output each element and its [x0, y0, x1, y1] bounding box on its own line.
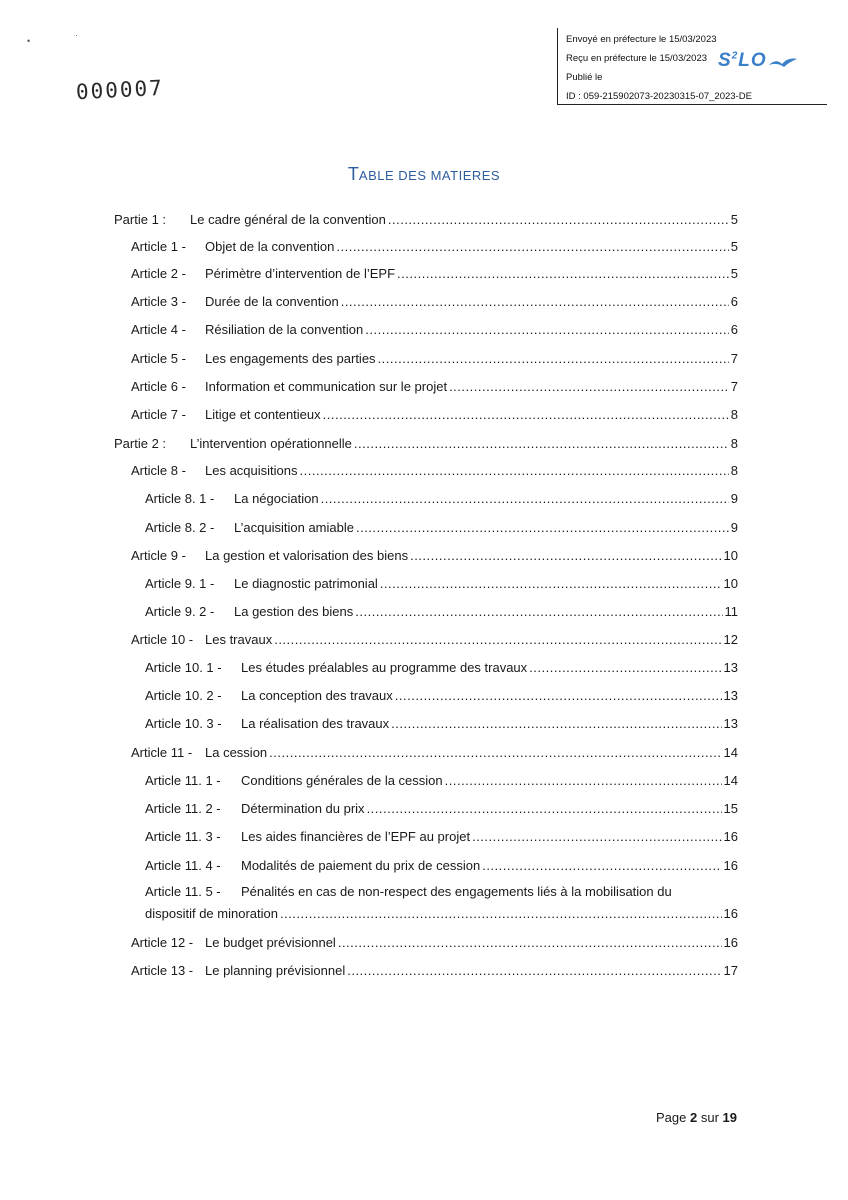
toc-entry-title-continued: dispositif de minoration — [145, 906, 278, 921]
toc-entry-title: Information et communication sur le projet — [205, 379, 448, 394]
toc-entry — [145, 491, 738, 506]
toc-entry-page: 17 — [723, 963, 738, 978]
toc-entry-number: Article 13 - — [131, 963, 194, 978]
toc-leader-dots — [323, 407, 729, 422]
toc-entry-title: Les acquisitions — [205, 463, 298, 478]
toc-entry-title: Le cadre général de la convention — [190, 212, 386, 227]
faint-stamp-mark — [512, 94, 652, 136]
toc-entry-title: Les aides financières de l’EPF au projet — [241, 829, 471, 844]
toc-leader-dots — [347, 963, 721, 978]
toc-leader-dots — [395, 688, 722, 703]
toc-leader-dots — [355, 604, 722, 619]
toc-entry — [145, 829, 738, 844]
toc-leader-dots — [388, 212, 729, 227]
toc-entry — [145, 801, 738, 816]
toc-entry-page: 16 — [723, 906, 738, 921]
toc-entry-page: 13 — [723, 716, 738, 731]
toc-entry — [131, 463, 738, 478]
toc-title-initial: T — [347, 164, 359, 184]
toc-entry-page: 8 — [730, 463, 738, 478]
toc-entry — [131, 266, 738, 281]
toc-entry-page: 11 — [724, 604, 738, 619]
toc-entry-title: Les engagements des parties — [205, 351, 376, 366]
toc-entry-title: La gestion et valorisation des biens — [205, 548, 409, 563]
toc-entry — [131, 239, 738, 254]
toc-entry — [114, 436, 738, 451]
toc-entry-page: 5 — [730, 212, 738, 227]
toc-entry — [145, 884, 738, 921]
toc-leader-dots — [529, 660, 721, 675]
toc-entry-page: 8 — [730, 436, 738, 451]
toc-entry-title: La cession — [205, 745, 268, 760]
toc-entry — [131, 407, 738, 422]
toc-leader-dots — [356, 520, 729, 535]
toc-leader-dots — [269, 745, 721, 760]
toc-entry-page: 6 — [730, 294, 738, 309]
toc-entry-number: Article 6 - — [131, 379, 186, 394]
toc-entry-title: Le diagnostic patrimonial — [234, 576, 378, 591]
toc-entry — [145, 604, 738, 619]
toc-entry — [131, 745, 738, 760]
toc-entry-title: Périmètre d’intervention de l’EPF — [205, 266, 396, 281]
toc-leader-dots — [391, 716, 721, 731]
toc-title — [0, 164, 848, 185]
toc-entry-page: 9 — [730, 520, 738, 535]
toc-entry-title: Litige et contentieux — [205, 407, 321, 422]
toc-entry — [114, 212, 738, 227]
toc-leader-dots — [378, 351, 729, 366]
toc-entry-number: Article 11 - — [131, 745, 193, 760]
toc-entry-number: Article 9. 2 - — [145, 604, 215, 619]
toc-entry-number: Article 10 - — [131, 632, 194, 647]
toc-entry-number: Article 7 - — [131, 407, 186, 422]
toc-entry-page: 16 — [723, 858, 738, 873]
toc-entry-number: Partie 2 : — [114, 436, 167, 451]
toc-entry-page: 16 — [723, 829, 738, 844]
toc-entry-page: 5 — [730, 239, 738, 254]
toc-entry-number: Article 5 - — [131, 351, 186, 366]
toc-entry — [131, 294, 738, 309]
toc-entry — [131, 935, 738, 950]
toc-entry-number: Article 4 - — [131, 322, 186, 337]
toc-entry-title: La conception des travaux — [241, 688, 393, 703]
toc-entry-page: 13 — [723, 688, 738, 703]
toc-leader-dots — [445, 773, 722, 788]
toc-entry-title: Détermination du prix — [241, 801, 365, 816]
toc-entry-page: 13 — [723, 660, 738, 675]
toc-entry — [145, 576, 738, 591]
toc-leader-dots — [280, 906, 722, 921]
toc-entry-title: Objet de la convention — [205, 239, 335, 254]
toc-entry-page: 10 — [723, 576, 738, 591]
toc-entry-number: Partie 1 : — [114, 212, 167, 227]
scan-speck: • — [27, 36, 31, 46]
s2lo-logo: $S^2LO$ — [718, 50, 767, 72]
toc-entry-page: 14 — [723, 745, 738, 760]
toc-entry — [131, 322, 738, 337]
toc-leader-dots — [365, 322, 728, 337]
toc-entry-title: L’acquisition amiable — [234, 520, 354, 535]
toc-entry-number: Article 11. 1 - — [145, 773, 221, 788]
toc-entry-number: Article 10. 3 - — [145, 716, 222, 731]
toc-entry-title: Le budget prévisionnel — [205, 935, 336, 950]
toc-leader-dots — [274, 632, 721, 647]
toc-entry-title: Conditions générales de la cession — [241, 773, 443, 788]
toc-entry-number: Article 8 - — [131, 463, 186, 478]
toc-leader-dots — [482, 858, 721, 873]
toc-entry — [145, 716, 738, 731]
toc-entry-number: Article 9 - — [131, 548, 186, 563]
toc-entry-title: Résiliation de la convention — [205, 322, 364, 337]
toc-entry-title: Le planning prévisionnel — [205, 963, 346, 978]
toc-leader-dots — [336, 239, 728, 254]
toc-entry-title: La négociation — [234, 491, 319, 506]
toc-entry — [131, 379, 738, 394]
toc-entry-number: Article 10. 2 - — [145, 688, 222, 703]
toc-entry — [145, 858, 738, 873]
toc-entry-title: La réalisation des travaux — [241, 716, 390, 731]
bird-logo-icon — [768, 56, 798, 70]
toc-entry — [131, 632, 738, 647]
toc-leader-dots — [300, 463, 729, 478]
toc-entry-page: 6 — [730, 322, 738, 337]
footer-total-pages: 19 — [722, 1110, 737, 1125]
toc-leader-dots — [338, 935, 722, 950]
footer-page-number: 2 — [689, 1110, 698, 1125]
toc-entry-number: Article 8. 2 - — [145, 520, 215, 535]
toc-leader-dots — [449, 379, 729, 394]
footer-prefix: Page — [655, 1110, 687, 1125]
toc-entry-number: Article 11. 2 - — [145, 801, 221, 816]
toc-entry-page: 7 — [730, 379, 738, 394]
toc-entry-title: Les travaux — [205, 632, 273, 647]
toc-entry-page: 14 — [723, 773, 738, 788]
toc-entry-number: Article 11. 5 - — [145, 884, 221, 899]
toc-entry — [145, 520, 738, 535]
toc-entry — [145, 688, 738, 703]
toc-entry-number: Article 11. 4 - — [145, 858, 221, 873]
toc-entry-title: L’intervention opérationnelle — [190, 436, 352, 451]
toc-entry-number: Article 9. 1 - — [145, 576, 215, 591]
page-footer — [656, 1110, 737, 1125]
toc-entry-number: Article 3 - — [131, 294, 186, 309]
toc-entry — [131, 351, 738, 366]
toc-entry — [131, 548, 738, 563]
toc-leader-dots — [397, 266, 729, 281]
toc-entry-title: Modalités de paiement du prix de cession — [241, 858, 481, 873]
toc-entry-page: 15 — [723, 801, 738, 816]
stamp-id: ID : 059-215902073-20230315-07_2023-DE — [566, 91, 752, 102]
stamp-sent: Envoyé en préfecture le 15/03/2023 — [566, 34, 717, 45]
toc-title-rest: ABLE DES MATIERES — [358, 168, 501, 183]
toc-entry-title: La gestion des biens — [234, 604, 354, 619]
toc-entry-number: Article 1 - — [131, 239, 186, 254]
toc-leader-dots — [472, 829, 721, 844]
toc-entry-number: Article 12 - — [131, 935, 194, 950]
toc-entry-page: 9 — [730, 491, 738, 506]
toc-entry-page: 8 — [730, 407, 738, 422]
toc-entry-title: Pénalités en cas de non-respect des engagements liés à la mobilisation du — [241, 884, 672, 899]
scan-speck: · — [75, 30, 78, 40]
toc-entry — [131, 963, 738, 978]
toc-entry — [145, 660, 738, 675]
toc-entry-page: 7 — [730, 351, 738, 366]
footer-sep: sur — [700, 1110, 719, 1125]
toc-entry-page: 12 — [723, 632, 738, 647]
stamp-received: Reçu en préfecture le 15/03/2023 — [566, 53, 708, 64]
toc-entry-title: Les études préalables au programme des travaux — [241, 660, 528, 675]
toc-entry-number: Article 8. 1 - — [145, 491, 215, 506]
toc-leader-dots — [410, 548, 721, 563]
toc-entry-number: Article 11. 3 - — [145, 829, 221, 844]
toc-entry-title: Durée de la convention — [205, 294, 339, 309]
toc-leader-dots — [354, 436, 729, 451]
toc-entry-number: Article 10. 1 - — [145, 660, 222, 675]
toc-leader-dots — [341, 294, 729, 309]
toc-leader-dots — [321, 491, 729, 506]
toc-entry — [145, 773, 738, 788]
document-number: 000007 — [75, 75, 165, 105]
toc-leader-dots — [367, 801, 722, 816]
toc-leader-dots — [380, 576, 722, 591]
toc-entry-number: Article 2 - — [131, 266, 186, 281]
toc-entry-page: 5 — [730, 266, 738, 281]
stamp-published: Publié le — [566, 72, 603, 83]
toc-entry-page: 10 — [723, 548, 738, 563]
toc-entry-page: 16 — [723, 935, 738, 950]
